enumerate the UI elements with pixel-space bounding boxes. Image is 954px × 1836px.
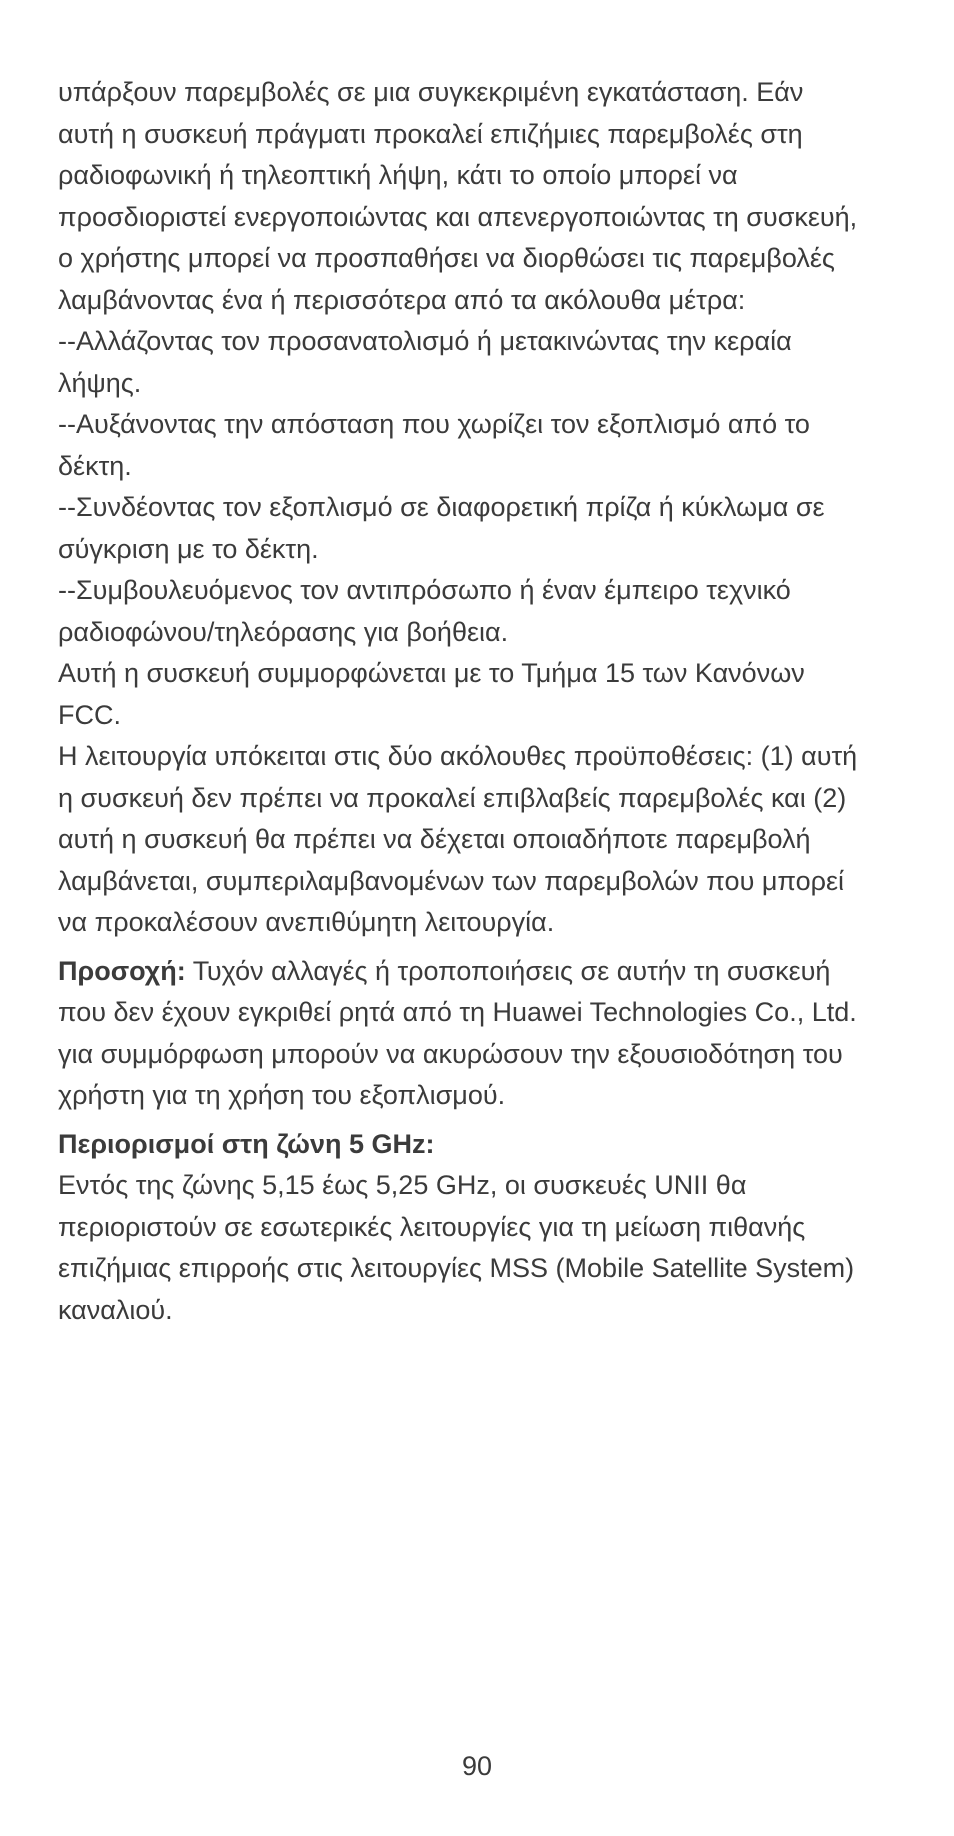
operating-conditions: Η λειτουργία υπόκειται στις δύο ακόλουθες προϋποθέσεις: (1) αυτή η συσκευή δεν πρέπει να προκαλεί επιβλαβείς παρεμβολές και (2) αυτή η συσκευή θα πρέπει να δέχεται οποιαδήποτε παρεμβολή λαμβάνεται, συμπεριλαμβανομένων των παρεμβολών που μπορεί να προκαλέσουν ανεπιθύμητη λειτουργία.: [58, 741, 858, 937]
band-restrictions-text: Εντός της ζώνης 5,15 έως 5,25 GHz, οι συσκευές UNII θα περιοριστούν σε εσωτερικές λειτουργίες για τη μείωση πιθανής επιζήμιας επιρροής στις λειτουργίες MSS (Mobile Satellite System) καναλιού.: [58, 1170, 855, 1325]
caution-text: Τυχόν αλλαγές ή τροποποιήσεις σε αυτήν τη συσκευή που δεν έχουν εγκριθεί ρητά από τη Huawei Technologies Co., Ltd. για συμμόρφωση μπορούν να ακυρώσουν την εξουσιοδότηση του χρήστη για τη χρήση του εξοπλισμού.: [58, 955, 857, 1110]
document-body: [58, 72, 858, 1331]
caution-label: Προσοχή:: [58, 955, 186, 986]
fcc-compliance-statement: Αυτή η συσκευή συμμορφώνεται με το Τμήμα 15 των Κανόνων FCC.: [58, 658, 805, 730]
page-number: 90: [461, 1751, 493, 1781]
measure-increase-separation: --Αυξάνοντας την απόσταση που χωρίζει τον εξοπλισμό από το δέκτη.: [58, 409, 810, 481]
interference-paragraph: υπάρξουν παρεμβολές σε μια συγκεκριμένη εγκατάσταση. Εάν αυτή η συσκευή πράγματι προκαλεί επιζήμιες παρεμβολές στη ραδιοφωνική ή τηλεοπτική λήψη, κάτι το οποίο μπορεί να προσδιοριστεί ενεργοποιώντας και απενεργοποιώντας τη συσκευή, ο χρήστης μπορεί να προσπαθήσει να διορθώσει τις παρεμβολές λαμβάνοντας ένα ή περισσότερα από τα ακόλουθα μέτρα:: [58, 77, 858, 315]
caution-paragraph: [58, 951, 858, 1117]
measure-consult-technician: --Συμβουλευόμενος τον αντιπρόσωπο ή έναν έμπειρο τεχνικό ραδιοφώνου/τηλεόρασης για βοήθεια.: [58, 575, 791, 647]
band-restrictions-heading: Περιορισμοί στη ζώνη 5 GHz:: [58, 1128, 435, 1159]
measure-reorient-antenna: --Αλλάζοντας τον προσανατολισμό ή μετακινώντας την κεραία λήψης.: [58, 326, 792, 398]
measure-different-outlet: --Συνδέοντας τον εξοπλισμό σε διαφορετική πρίζα ή κύκλωμα σε σύγκριση με το δέκτη.: [58, 492, 825, 564]
